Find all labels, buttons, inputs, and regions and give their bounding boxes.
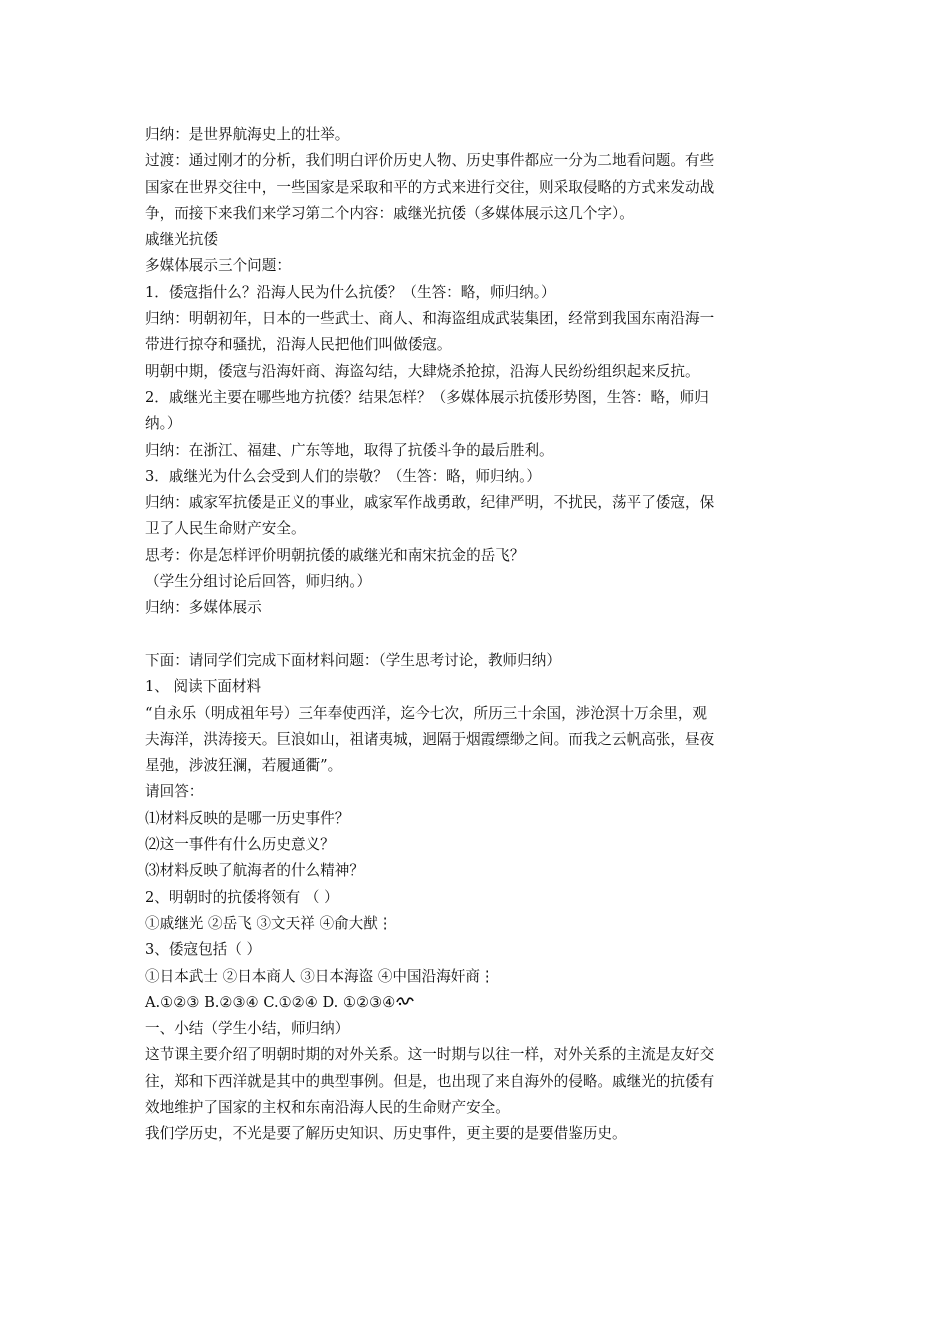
text-line: 国家在世界交往中，一些国家是采取和平的方式来进行交往，则采取侵略的方式来发动战 bbox=[145, 178, 715, 196]
scribble-mark-icon bbox=[396, 990, 414, 1016]
text-line: ⑴材料反映的是哪一历史事件？ bbox=[145, 809, 350, 827]
text-line: 多媒体展示三个问题： bbox=[145, 257, 291, 275]
text-line: 往，郑和下西洋就是其中的典型事例。但是，也出现了来自海外的侵略。戚继光的抗倭有 bbox=[145, 1072, 715, 1090]
text-line: ①戚继光 ②岳飞 ③文天祥 ④俞大猷⋮ bbox=[145, 914, 393, 932]
text-line: 思考：你是怎样评价明朝抗倭的戚继光和南宋抗金的岳飞？ bbox=[145, 546, 525, 564]
text-line: ⑵这一事件有什么历史意义？ bbox=[145, 836, 335, 854]
text-line: 夫海洋，洪涛接天。巨浪如山，祖诸夷城，迥隔于烟霞缥缈之间。而我之云帆高张，昼夜 bbox=[145, 730, 715, 748]
text-line: A.①②③ B.②③④ C.①②④ D. ①②③④ bbox=[145, 990, 805, 1016]
text-line: 这节课主要介绍了明朝时期的对外关系。这一时期与以往一样，对外关系的主流是友好交 bbox=[145, 1046, 715, 1064]
text-line: 3、倭寇包括（ ） bbox=[145, 941, 262, 959]
text-line: 归纳：是世界航海史上的壮举。 bbox=[145, 126, 350, 143]
text-line: 归纳：明朝初年，日本的一些武士、商人、和海盗组成武装集团，经常到我国东南沿海一 bbox=[145, 310, 715, 328]
text-line: 归纳：多媒体展示 bbox=[145, 599, 262, 617]
text-line: 请回答： bbox=[145, 783, 204, 801]
text-line: ①日本武士 ②日本商人 ③日本海盗 ④中国沿海奸商⋮ bbox=[145, 967, 495, 985]
text-line: 我们学历史，不光是要了解历史知识、历史事件，更主要的是要借鉴历史。 bbox=[145, 1125, 627, 1143]
text-line: 纳。） bbox=[145, 415, 182, 433]
text-line: 2、明朝时的抗倭将领有 （ ） bbox=[145, 888, 339, 906]
text-line: 星弛，涉波狂澜，若履通衢”。 bbox=[145, 757, 343, 775]
text-line: （学生分组讨论后回答，师归纳。） bbox=[145, 573, 372, 591]
text-line: 1．倭寇指什么？沿海人民为什么抗倭？（生答：略，师归纳。） bbox=[145, 283, 556, 301]
text-line: 归纳：戚家军抗倭是正义的事业，戚家军作战勇敢，纪律严明，不扰民，荡平了倭寇，保 bbox=[145, 494, 715, 512]
text-line: 2．戚继光主要在哪些地方抗倭？结果怎样？（多媒体展示抗倭形势图，生答：略，师归 bbox=[145, 388, 709, 406]
text-line: 戚继光抗倭 bbox=[145, 231, 218, 249]
text-line: 卫了人民生命财产安全。 bbox=[145, 520, 306, 538]
text-line: ⑶材料反映了航海者的什么精神？ bbox=[145, 862, 364, 880]
text-line: 带进行掠夺和骚扰，沿海人民把他们叫做倭寇。 bbox=[145, 336, 452, 354]
text-line: 明朝中期，倭寇与沿海奸商、海盗勾结，大肆烧杀抢掠，沿海人民纷纷组织起来反抗。 bbox=[145, 362, 700, 380]
text-line: 一、小结（学生小结，师归纳） bbox=[145, 1020, 350, 1038]
blank-line bbox=[145, 622, 805, 648]
text-line: 下面：请同学们完成下面材料问题：（学生思考讨论，教师归纳） bbox=[145, 651, 561, 669]
text-line: 效地维护了国家的主权和东南沿海人民的生命财产安全。 bbox=[145, 1098, 510, 1116]
text-line: 争，而接下来我们来学习第二个内容：戚继光抗倭（多媒体展示这几个字）。 bbox=[145, 204, 634, 222]
text-line: 归纳：在浙江、福建、广东等地，取得了抗倭斗争的最后胜利。 bbox=[145, 441, 554, 459]
document-body bbox=[145, 122, 805, 1148]
text-line: 1、 阅读下面材料 bbox=[145, 678, 262, 696]
text-line: “自永乐（明成祖年号）三年奉使西洋，迄今七次，所历三十余国，涉沧溟十万余里，观 bbox=[145, 704, 708, 722]
text-line: 3．戚继光为什么会受到人们的崇敬？（生答：略，师归纳。） bbox=[145, 467, 542, 485]
text-line: 过渡：通过刚才的分析，我们明白评价历史人物、历史事件都应一分为二地看问题。有些 bbox=[145, 152, 715, 170]
